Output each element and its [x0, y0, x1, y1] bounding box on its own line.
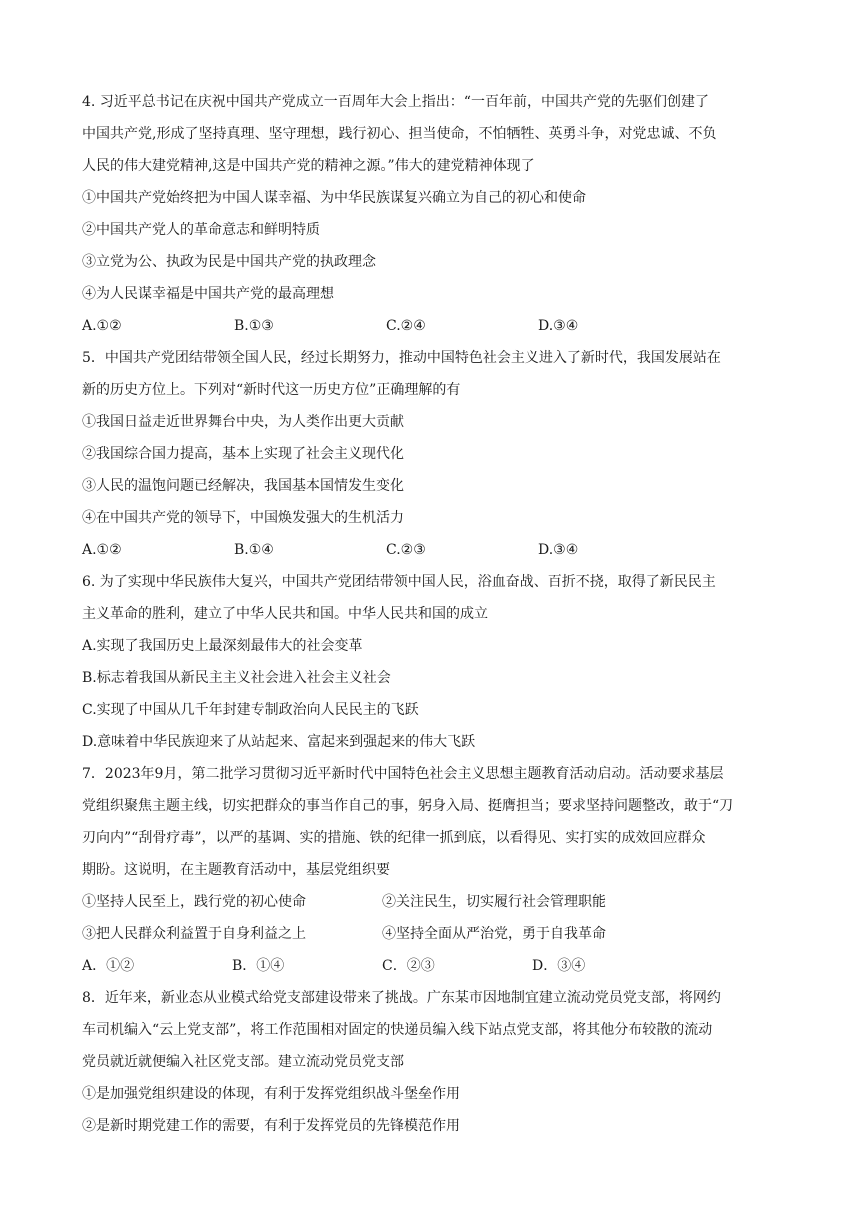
question-4-option-c[interactable]: C.②④ [386, 318, 426, 334]
question-6-option-d[interactable]: D.意味着中华民族迎来了从站起来、富起来到强起来的伟大飞跃 [82, 734, 476, 750]
question-4-statement-3: ③立党为公、执政为民是中国共产党的执政理念 [82, 254, 376, 270]
question-6-option-b[interactable]: B.标志着我国从新民主主义社会进入社会主义社会 [82, 670, 391, 686]
question-4-options [82, 310, 782, 342]
question-5-option-d[interactable]: D.③④ [538, 542, 579, 558]
question-8 [82, 982, 782, 1142]
question-4-statement-1: ①中国共产党始终把为中国人谋幸福、为中华民族谋复兴确立为自己的初心和使命 [82, 190, 586, 206]
question-7-stem-line-3: 刃向内”“刮骨疗毒”，以严的基调、实的措施、铁的纪律一抓到底，以看得见、实打实的成效回应群众 [82, 830, 706, 846]
question-6-stem-line-2: 主义革命的胜利，建立了中华人民共和国。中华人民共和国的成立 [82, 606, 488, 622]
question-7-statement-2: ②关注民生，切实履行社会管理职能 [382, 894, 606, 910]
question-5 [82, 342, 782, 566]
question-8-stem-line-2: 车司机编入“云上党支部”，将工作范围相对固定的快递员编入线下站点党支部，将其他分布较散的流动 [82, 1022, 713, 1038]
question-6-option-a[interactable]: A.实现了我国历史上最深刻最伟大的社会变革 [82, 638, 363, 654]
question-5-statement-1: ①我国日益走近世界舞台中央，为人类作出更大贡献 [82, 414, 404, 430]
question-8-statement-2: ②是新时期党建工作的需要，有利于发挥党员的先锋模范作用 [82, 1118, 460, 1134]
question-4-option-b[interactable]: B.①③ [234, 318, 274, 334]
question-5-option-b[interactable]: B.①④ [234, 542, 274, 558]
question-7-statement-1: ①坚持人民至上，践行党的初心使命 [82, 894, 306, 910]
question-6-option-c[interactable]: C.实现了中国从几千年封建专制政治向人民民主的飞跃 [82, 702, 419, 718]
question-7-stem-line-4: 期盼。这说明，在主题教育活动中，基层党组织要 [82, 862, 390, 878]
question-6 [82, 566, 782, 758]
question-5-stem-line-2: 新的历史方位上。下列对“新时代这一历史方位”正确理解的有 [82, 382, 461, 398]
question-7-statement-row-2 [82, 918, 782, 950]
question-5-option-c[interactable]: C.②③ [386, 542, 426, 558]
question-list [82, 86, 782, 1142]
question-4-stem-line-3: 人民的伟大建党精神,这是中国共产党的精神之源。”伟大的建党精神体现了 [82, 158, 535, 174]
question-4 [82, 86, 782, 342]
question-4-stem-line-1: 4. 习近平总书记在庆祝中国共产党成立一百周年大会上指出：“一百年前，中国共产党的先驱们创建了 [82, 94, 709, 110]
question-7-option-c[interactable]: C．②③ [382, 958, 435, 974]
question-8-stem-line-1: 8．近年来，新业态从业模式给党支部建设带来了挑战。广东某市因地制宜建立流动党员党支部，将网约 [82, 990, 721, 1006]
question-7-options [82, 950, 782, 982]
question-5-statement-4: ④在中国共产党的领导下，中国焕发强大的生机活力 [82, 510, 404, 526]
question-4-option-d[interactable]: D.③④ [538, 318, 579, 334]
question-7-option-d[interactable]: D．③④ [532, 958, 586, 974]
question-4-option-a[interactable]: A.①② [82, 318, 122, 334]
question-5-stem-line-1: 5．中国共产党团结带领全国人民，经过长期努力，推动中国特色社会主义进入了新时代，我国发展站在 [82, 350, 721, 366]
question-4-statement-2: ②中国共产党人的革命意志和鲜明特质 [82, 222, 320, 238]
question-7 [82, 758, 782, 982]
question-5-options [82, 534, 782, 566]
question-8-statement-1: ①是加强党组织建设的体现，有利于发挥党组织战斗堡垒作用 [82, 1086, 460, 1102]
question-5-statement-3: ③人民的温饱问题已经解决，我国基本国情发生变化 [82, 478, 404, 494]
question-7-stem-line-2: 党组织聚焦主题主线，切实把群众的事当作自己的事，躬身入局、挺膺担当；要求坚持问题整改，敢于“刀 [82, 798, 734, 814]
question-7-option-b[interactable]: B．①④ [232, 958, 285, 974]
question-4-stem-line-2: 中国共产党,形成了坚持真理、坚守理想，践行初心、担当使命，不怕牺牲、英勇斗争，对党忠诚、不负 [82, 126, 717, 142]
question-4-statement-4: ④为人民谋幸福是中国共产党的最高理想 [82, 286, 334, 302]
question-7-statement-4: ④坚持全面从严治党，勇于自我革命 [382, 926, 606, 942]
question-7-statement-row-1 [82, 886, 782, 918]
question-6-stem-line-1: 6. 为了实现中华民族伟大复兴，中国共产党团结带领中国人民，浴血奋战、百折不挠，取得了新民民主 [82, 574, 716, 590]
question-8-stem-line-3: 党员就近就便编入社区党支部。建立流动党员党支部 [82, 1054, 404, 1070]
question-5-option-a[interactable]: A.①② [82, 542, 122, 558]
question-7-option-a[interactable]: A．①② [82, 958, 135, 974]
question-5-statement-2: ②我国综合国力提高，基本上实现了社会主义现代化 [82, 446, 404, 462]
question-7-statement-3: ③把人民群众利益置于自身利益之上 [82, 926, 306, 942]
question-7-stem-line-1: 7．2023年9月，第二批学习贯彻习近平新时代中国特色社会主义思想主题教育活动启动。活动要求基层 [82, 766, 724, 782]
